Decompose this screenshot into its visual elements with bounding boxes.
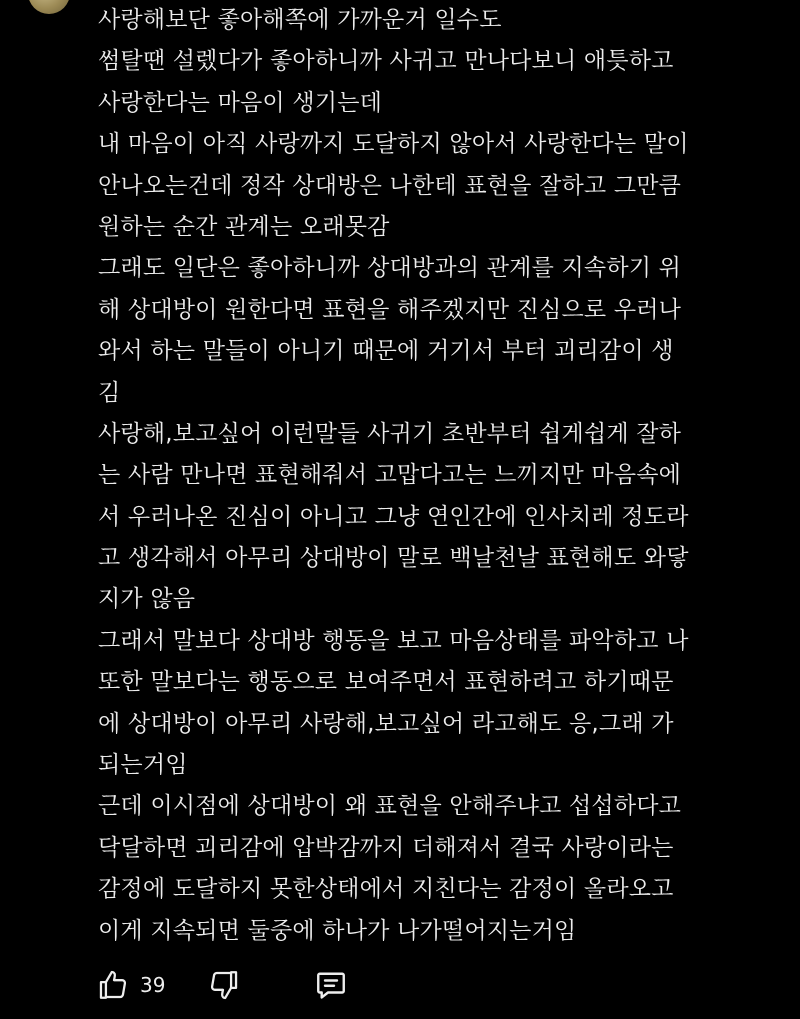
comment-line: 서 우러나온 진심이 아니고 그냥 연인간에 인사치레 정도라 [98, 503, 689, 530]
comment-line: 근데 이시점에 상대방이 왜 표현을 안해주냐고 섭섭하다고 [98, 793, 682, 820]
comment-line: 그래도 일단은 좋아하니까 상대방과의 관계를 지속하기 위 [98, 255, 682, 282]
comment-line: 그래서 말보다 상대방 행동을 보고 마음상태를 파악하고 나 [98, 627, 689, 654]
comment-line: 와서 하는 말들이 아니기 때문에 거기서 부터 괴리감이 생 [98, 338, 674, 365]
reply-comment-icon [313, 967, 349, 1003]
like-count: 39 [140, 973, 166, 997]
comment-line: 닥달하면 괴리감에 압박감까지 더해져서 결국 사랑이라는 [98, 834, 674, 861]
comment-line: 되는거임 [98, 752, 188, 779]
thumbs-up-icon [96, 968, 130, 1002]
author-avatar[interactable] [28, 0, 70, 14]
comment-actions [96, 963, 349, 1007]
comment-line: 에 상대방이 아무리 사랑해,보고싶어 라고해도 응,그래 가 [98, 710, 674, 737]
comment-line: 원하는 순간 관계는 오래못감 [98, 213, 390, 240]
comment-line: 지가 않음 [98, 586, 196, 613]
comment-line: 감정에 도달하지 못한상태에서 지친다는 감정이 올라오고 [98, 876, 674, 903]
comment-line: 는 사람 만나면 표현해줘서 고맙다고는 느끼지만 마음속에 [98, 462, 682, 489]
comment-line: 내 마음이 아직 사랑까지 도달하지 않아서 사랑한다는 말이 [98, 131, 689, 158]
dislike-button[interactable] [207, 968, 241, 1002]
reply-button[interactable] [313, 967, 349, 1003]
thumbs-down-icon [207, 968, 241, 1002]
comment-line: 사랑해보단 좋아해쪽에 가까운거 일수도 [98, 7, 502, 33]
comment-line: 해 상대방이 원한다면 표현을 해주겠지만 진심으로 우러나 [98, 296, 682, 323]
comment-line: 이게 지속되면 둘중에 하나가 나가떨어지는거임 [98, 917, 577, 944]
comment-line: 김 [98, 379, 121, 406]
comment-line: 고 생각해서 아무리 상대방이 말로 백날천날 표현해도 와닿 [98, 545, 689, 572]
comment-line: 썸탈땐 설렜다가 좋아하니까 사귀고 만나다보니 애틋하고 [98, 48, 674, 75]
comment-line: 안나오는건데 정작 상대방은 나한테 표현을 잘하고 그만큼 [98, 172, 682, 199]
comment-line: 또한 말보다는 행동으로 보여주면서 표현하려고 하기때문 [98, 669, 674, 696]
comment-line: 사랑해,보고싶어 이런말들 사귀기 초반부터 쉽게쉽게 잘하 [98, 420, 682, 447]
comment-line: 사랑한다는 마음이 생기는데 [98, 89, 383, 116]
like-button[interactable] [96, 968, 165, 1002]
comment-body [98, 0, 788, 952]
